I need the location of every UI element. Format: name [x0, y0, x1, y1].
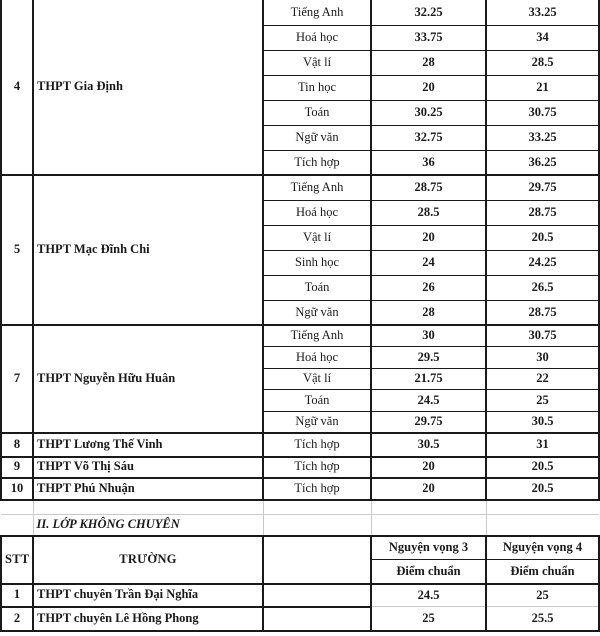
section-title-blank-cell [486, 515, 599, 536]
row-score-nv3: 30.25 [371, 100, 486, 125]
row-score-nv4: 30.75 [486, 325, 599, 347]
row-school-name: THPT Lương Thế Vinh [33, 433, 263, 457]
spacer-cell [33, 500, 263, 515]
row-subject: Sinh học [263, 250, 371, 275]
spacer-cell [263, 500, 371, 515]
spacer-cell [486, 500, 599, 515]
row-score-nv4: 21 [486, 75, 599, 100]
row-subject: Vật lí [263, 225, 371, 250]
row-subject: Toán [263, 100, 371, 125]
table-body-specialized [1, 0, 599, 631]
row-subject: Tích hợp [263, 457, 371, 478]
row-school-name: THPT chuyên Trần Đại Nghĩa [33, 584, 263, 607]
row-score-nv4: 28.75 [486, 200, 599, 225]
row-subject: Tích hợp [263, 150, 371, 175]
row-score-nv3: 21.75 [371, 368, 486, 390]
row-score-nv3: 29.75 [371, 411, 486, 433]
row-score-nv4: 28.75 [486, 300, 599, 325]
row-score-nv4: 25.5 [486, 607, 599, 631]
row-score-nv3: 24.5 [371, 584, 486, 607]
section-title-blank-cell [263, 515, 371, 536]
row-blank-cell [263, 584, 371, 607]
column-header-nv4: Nguyện vọng 4 [486, 536, 599, 560]
column-header-school: TRƯỜNG [33, 536, 263, 584]
row-score-nv4: 20.5 [486, 457, 599, 478]
row-subject: Ngữ văn [263, 125, 371, 150]
table-row [1, 478, 599, 500]
row-score-nv3: 24 [371, 250, 486, 275]
row-stt: 8 [1, 433, 33, 457]
row-school-name: THPT Phú Nhuận [33, 478, 263, 500]
row-score-nv3: 30.5 [371, 433, 486, 457]
row-score-nv4: 28.5 [486, 50, 599, 75]
section-title-blank-cell [371, 515, 486, 536]
row-score-nv4: 34 [486, 25, 599, 50]
row-score-nv4: 29.75 [486, 175, 599, 200]
table-row [1, 175, 599, 200]
row-score-nv3: 30 [371, 325, 486, 347]
column-subheader-nv4: Điểm chuẩn [486, 560, 599, 584]
table-row [1, 457, 599, 478]
row-subject: Hoá học [263, 347, 371, 369]
row-score-nv3: 26 [371, 275, 486, 300]
row-score-nv3: 20 [371, 457, 486, 478]
row-score-nv4: 36.25 [486, 150, 599, 175]
row-score-nv4: 26.5 [486, 275, 599, 300]
row-subject: Ngữ văn [263, 411, 371, 433]
row-score-nv4: 33.25 [486, 0, 599, 25]
row-stt: 7 [1, 325, 33, 433]
section-title-label: II. LỚP KHÔNG CHUYÊN [33, 515, 263, 536]
row-subject: Tích hợp [263, 433, 371, 457]
row-stt: 9 [1, 457, 33, 478]
spacer-row [1, 500, 599, 515]
row-score-nv3: 28 [371, 300, 486, 325]
row-score-nv4: 25 [486, 390, 599, 412]
row-score-nv3: 20 [371, 225, 486, 250]
row-subject: Hoá học [263, 200, 371, 225]
table-header-row [1, 536, 599, 560]
row-stt: 1 [1, 584, 33, 607]
row-subject: Vật lí [263, 368, 371, 390]
row-score-nv4: 20.5 [486, 478, 599, 500]
table-row [1, 433, 599, 457]
row-score-nv3: 28.5 [371, 200, 486, 225]
column-header-nv3: Nguyện vọng 3 [371, 536, 486, 560]
row-school-name: THPT Võ Thị Sáu [33, 457, 263, 478]
column-header-stt: STT [1, 536, 33, 584]
row-score-nv4: 20.5 [486, 225, 599, 250]
row-subject: Vật lí [263, 50, 371, 75]
row-school-name: THPT chuyên Lê Hồng Phong [33, 607, 263, 631]
row-subject: Tiếng Anh [263, 175, 371, 200]
section-title-row [1, 515, 599, 536]
row-score-nv4: 31 [486, 433, 599, 457]
row-school-name: THPT Mạc Đĩnh Chi [33, 175, 263, 325]
row-subject: Tiếng Anh [263, 0, 371, 25]
table-row [1, 325, 599, 347]
row-score-nv3: 24.5 [371, 390, 486, 412]
row-subject: Tin học [263, 75, 371, 100]
row-stt: 5 [1, 175, 33, 325]
row-score-nv4: 25 [486, 584, 599, 607]
row-score-nv3: 33.75 [371, 25, 486, 50]
row-score-nv3: 20 [371, 478, 486, 500]
row-subject: Toán [263, 390, 371, 412]
row-subject: Ngữ văn [263, 300, 371, 325]
row-score-nv4: 30.75 [486, 100, 599, 125]
column-header-blank [263, 536, 371, 584]
row-score-nv4: 24.25 [486, 250, 599, 275]
row-subject: Tích hợp [263, 478, 371, 500]
row-subject: Toán [263, 275, 371, 300]
row-school-name: THPT Gia Định [33, 0, 263, 175]
row-score-nv3: 36 [371, 150, 486, 175]
table-row [1, 607, 599, 631]
row-subject: Hoá học [263, 25, 371, 50]
row-score-nv3: 25 [371, 607, 486, 631]
spacer-cell [371, 500, 486, 515]
row-score-nv4: 30.5 [486, 411, 599, 433]
row-subject: Tiếng Anh [263, 325, 371, 347]
row-score-nv3: 28 [371, 50, 486, 75]
spacer-cell [1, 500, 33, 515]
row-score-nv4: 22 [486, 368, 599, 390]
row-score-nv3: 29.5 [371, 347, 486, 369]
row-score-nv3: 32.75 [371, 125, 486, 150]
row-stt: 4 [1, 0, 33, 175]
column-subheader-nv3: Điểm chuẩn [371, 560, 486, 584]
row-blank-cell [263, 607, 371, 631]
row-school-name: THPT Nguyễn Hữu Huân [33, 325, 263, 433]
row-score-nv3: 20 [371, 75, 486, 100]
row-score-nv3: 28.75 [371, 175, 486, 200]
section-title-stt-cell [1, 515, 33, 536]
row-stt: 2 [1, 607, 33, 631]
row-score-nv4: 30 [486, 347, 599, 369]
table-row [1, 0, 599, 25]
row-score-nv4: 33.25 [486, 125, 599, 150]
table-row [1, 584, 599, 607]
row-score-nv3: 32.25 [371, 0, 486, 25]
row-stt: 10 [1, 478, 33, 500]
